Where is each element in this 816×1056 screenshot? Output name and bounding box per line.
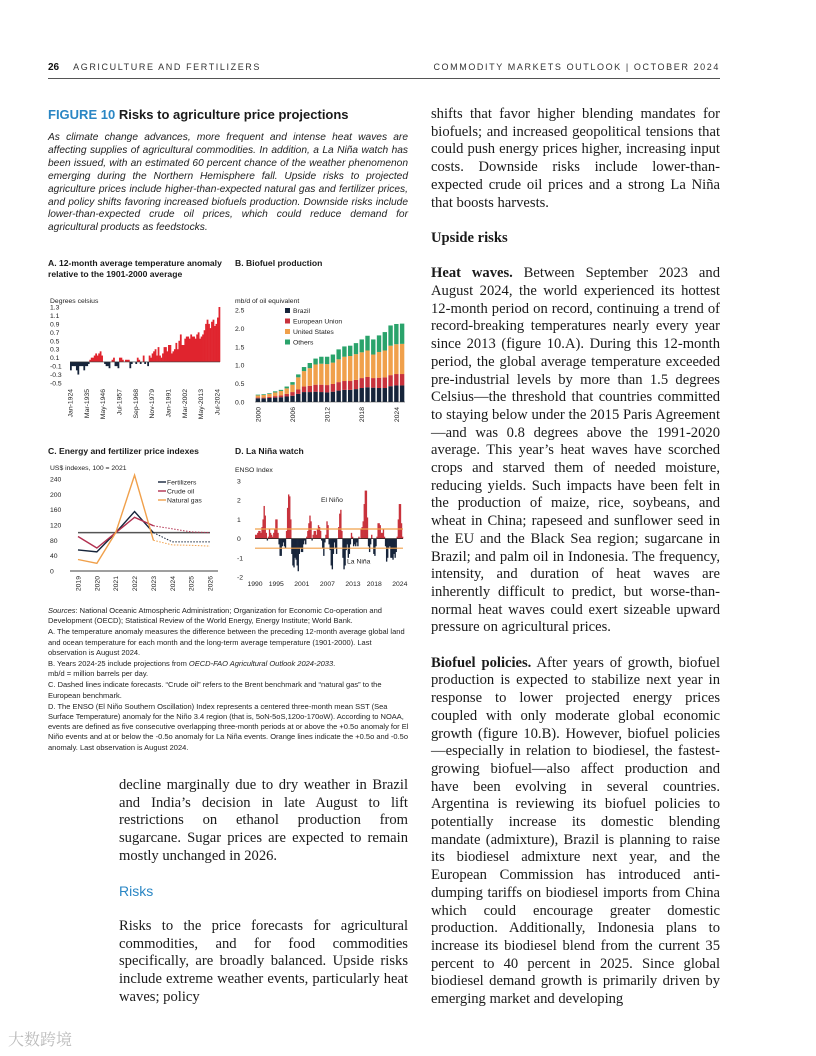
enso-bar [396,539,397,552]
note-a: A. The temperature anomaly measures the difference between the preceding 12-month average global land and ocean temperature for each month and the long-term average temperature (1901-2000). Last observation is August 2024. [48,627,405,657]
bar-united-states [308,368,312,386]
enso-bar [375,539,376,547]
bar-european-union [400,374,404,385]
y-tick-label: 0.1 [50,355,60,363]
temperature-bar [135,362,137,364]
bar-european-union [360,378,364,388]
bar-european-union [296,389,300,393]
bar-brazil [394,385,398,402]
annotation-el-nino: El Niño [321,497,343,505]
bar-others [319,357,323,364]
x-tick-label: 2006 [290,407,297,423]
run-in-heading: Biofuel policies. [431,654,532,671]
legend-label: Crude oil [167,488,195,496]
panel-a-title: A. 12-month average temperature anomaly relative to the 1901-2000 average [48,258,222,279]
note-d: D. The ENSO (El Niño Southern Oscillation) Index represents a centered three-month mean SST (Sea Surface Temperature) anomaly for the Niño 3.4 region (that is, 5oN-5oS,120o-170oW). According to NOAA, events are defined as five consecutive overlapping three-month periods at or above the +0.5o anomaly for El Niño events and at or below the -0.5o anomaly for La Niña events. Orange lines indicate the +0.5o and -0.5o anomaly. Last observation is August 2024. [48,701,409,752]
temperature-bar [143,356,145,362]
paragraph-text: Between September 2023 and August 2024, the world experienced its hottest 12-month period on record, continuing a trend of record-breaking temperatures nearly every year since 2013 (figure 10.A). During this 12-month period, the global average temperature exceeded pre-industrial levels by more than 1.5 degrees Celsius—the threshold that countries committed to staying below under the 2015 Paris Agreement—and was 0.8 degrees above the 1991-2020 average. This year’s heat waves have scorched crops and starved them of needed moisture, reducing yields. Such impacts have been felt in the production of maize, rice, soybeans, and wheat in China; rapeseed and sunflower seed in the EU and the Black Sea region; sugarcane in Brazil; and palm oil in Indonesia. The frequency, intensity, and duration of heat waves are inherently difficult to predict, but worse-than-normal heat waves could exert sizeable upward pressure on agricultural prices. [431,265,720,636]
bar-united-states [383,350,387,377]
bar-others [331,355,335,363]
bar-european-union [388,375,392,386]
chart-temperature-anomaly [48,295,228,430]
publication-title: COMMODITY MARKETS OUTLOOK | OCTOBER 2024 [433,62,720,72]
bar-european-union [285,394,289,397]
bar-others [377,335,381,352]
x-tick-label: 2021 [113,576,121,592]
bar-brazil [365,387,369,402]
bar-united-states [325,364,329,385]
bar-united-states [388,346,392,375]
x-tick-label: 1990 [247,581,263,588]
temperature-bar [138,360,140,362]
y-tick-label: -1 [237,555,244,563]
y-axis-label: mb/d of oil equivalent [235,298,300,305]
bar-others [388,325,392,345]
bar-others [279,390,283,391]
bar-others [348,346,352,356]
bar-united-states [296,377,300,389]
x-tick-label: 2020 [94,576,102,592]
bar-european-union [394,374,398,385]
note-b-source: OECD-FAO Agricultural Outlook 2024-2033 [188,659,334,669]
run-in-heading: Heat waves. [431,265,513,282]
bar-european-union [313,385,317,392]
y-tick-label: 200 [50,491,62,499]
bar-european-union [256,398,260,399]
note-b [48,659,410,679]
annotation-la-nina: La Niña [347,558,371,566]
temperature-bar [128,360,130,362]
x-tick-label: 2007 [319,581,335,588]
legend-label: European Union [293,318,343,326]
enso-bar [266,533,267,539]
bar-united-states [400,344,404,374]
bar-united-states [267,394,271,397]
enso-bar [357,539,358,547]
x-tick-label: 2026 [207,576,215,592]
bar-european-union [371,378,375,388]
note-b-end: . [333,659,336,669]
legend-label: Natural gas [167,497,202,505]
x-tick-label: Jul-1957 [116,389,124,416]
enso-bar [350,539,351,545]
y-tick-label: 0.9 [50,321,60,329]
bar-brazil [296,394,300,402]
x-tick-label: Jan-1924 [67,389,75,418]
temperature-bar [144,362,146,364]
bar-european-union [365,377,369,387]
x-tick-label: 2024 [392,581,408,588]
enso-bar [367,517,368,538]
bar-brazil [325,392,329,402]
legend-swatch [285,308,290,313]
paragraph: decline marginally due to dry weather in Brazil and India’s decision in late August to lift restrictions on ethanol production from sugarcane. Sugar prices are expected to remain mostly unchanged in 2026. [119,777,408,864]
bar-european-union [273,396,277,397]
bar-european-union [336,382,340,390]
bar-others [400,324,404,344]
x-tick-label: Jan-1991 [165,389,173,418]
enso-bar [341,531,342,539]
bar-brazil [308,392,312,402]
forecast-natural-gas [153,540,210,546]
note-c: C. Dashed lines indicate forecasts. “Crude oil” refers to the Brent benchmark and “natural gas” to the European benchmark. [48,680,382,700]
bar-others [290,382,294,385]
temperature-bar [88,362,90,364]
paragraph: shifts that favor higher blending mandates for biofuels; and increased geopolitical tensions that could push energy prices higher, increasing input costs. Downside risks include lower-than-expected crude oil prices and a strong La Niña that boosts harvests. [431,106,720,211]
bar-united-states [302,371,306,386]
bar-united-states [336,359,340,382]
bar-united-states [342,357,346,381]
temperature-bar [101,356,103,362]
figure-notes [48,606,410,754]
chart-la-nina-watch [233,464,413,594]
bar-others [325,357,329,364]
x-tick-label: Sep-1968 [132,389,140,419]
x-tick-label: 2018 [366,581,382,588]
bar-united-states [279,391,283,395]
bar-brazil [285,396,289,402]
sources-label: Sources [48,606,76,615]
bar-brazil [279,397,283,402]
x-tick-label: Jul-2024 [214,389,222,416]
bar-others [371,339,375,354]
bar-brazil [290,396,294,402]
x-tick-label: 2012 [324,407,332,423]
bar-united-states [354,354,358,380]
y-tick-label: 2 [237,497,241,505]
sources-text: : National Oceanic Atmospheric Administration; Organization for Economic Co-operation and Development (OECD); Statistical Review of the World Energy, Energy Institute; World Bank. [48,606,382,626]
enso-bar [370,539,371,545]
bar-european-union [377,378,381,388]
y-tick-label: 1.0 [235,362,245,370]
bar-european-union [261,398,265,399]
bar-european-union [308,386,312,392]
bar-others [313,359,317,365]
y-tick-label: 80 [50,537,58,545]
bar-brazil [267,398,271,402]
bar-united-states [313,364,317,384]
enso-bar [327,525,328,538]
bar-brazil [354,389,358,402]
bar-others [296,374,300,377]
bar-united-states [348,356,352,381]
bar-others [342,346,346,356]
y-tick-label: 0 [237,536,241,544]
paragraph-biofuel-policies [431,655,720,1009]
bar-others [256,395,260,396]
header-rule [48,78,720,79]
x-tick-label: 2024 [393,407,401,423]
y-tick-label: 1 [237,516,241,524]
y-axis-label: Degrees celsius [50,298,99,305]
x-tick-label: 2019 [75,576,83,592]
bar-others [261,394,265,395]
y-tick-label: 240 [50,476,62,484]
legend-label: Fertilizers [167,479,197,487]
x-tick-label: May-2013 [198,389,206,420]
forecast-fertilizers [153,533,210,542]
y-tick-label: 0.5 [50,338,60,346]
y-axis-label: US$ indexes, 100 = 2021 [50,465,127,472]
y-tick-label: 1.5 [235,344,245,352]
panel-d-title: D. La Niña watch [235,446,304,456]
bar-united-states [261,395,265,398]
chart-biofuel-production [233,295,413,430]
bar-brazil [302,392,306,402]
note-sources [48,606,410,626]
y-tick-label: 2.0 [235,325,245,333]
x-tick-label: 2000 [255,407,263,423]
bar-european-union [342,381,346,390]
bar-united-states [360,352,364,378]
y-tick-label: 1.1 [50,312,60,320]
bar-brazil [388,386,392,402]
note-b-text: B. Years 2024-25 include projections from [48,659,189,669]
chart-price-indexes [48,464,228,599]
paragraph-heat-waves [431,265,720,637]
bar-others [285,387,289,389]
enso-bar [371,535,372,539]
right-body-text [431,106,720,1027]
section-name: AGRICULTURE AND FERTILIZERS [73,62,262,72]
enso-bar [310,521,311,538]
bar-united-states [394,344,398,374]
panel-c-title: C. Energy and fertilizer price indexes [48,446,199,456]
x-tick-label: 2022 [132,576,140,592]
y-tick-label: 0.3 [50,346,60,354]
bar-brazil [342,390,346,402]
bar-brazil [383,388,387,402]
figure-number: FIGURE 10 [48,107,116,122]
y-axis-label: ENSO Index [235,467,273,474]
bar-brazil [319,392,323,402]
bar-others [383,332,387,350]
enso-bar [336,539,337,554]
y-tick-label: 40 [50,553,58,561]
temperature-bar [131,362,133,364]
legend-swatch [285,319,290,324]
y-tick-label: -2 [237,574,244,582]
left-body-text [119,777,408,1024]
y-tick-label: -0.1 [50,363,62,371]
temperature-bar [118,362,120,368]
bar-others [336,349,340,359]
legend-label: Brazil [293,308,310,315]
bar-united-states [365,350,369,376]
temperature-bar [109,362,111,368]
y-tick-label: 0.5 [235,381,245,389]
enso-bar [285,539,286,549]
y-tick-label: 0.0 [235,399,245,407]
y-tick-label: 0 [50,568,54,576]
x-tick-label: Mar-1935 [83,389,91,419]
bar-united-states [377,352,381,378]
panel-b-title: B. Biofuel production [235,258,323,268]
bar-united-states [273,392,277,396]
bar-others [267,393,271,394]
x-tick-label: Mar-2002 [181,389,189,419]
bar-european-union [331,384,335,392]
watermark-logo: 大数跨境 [8,1032,73,1049]
paragraph-text: After years of growth, biofuel production is expected to stabilize next year in response to lower projected energy prices coupled with only moderate global economic growth (figure 10.B). However, biofuel policies—especially in relation to biodiesel, the fastest-growing biofuel—also affect production and have been evolving in several countries. Argentina is reviewing its biofuel policies to potentially increase its domestic blending mandate (admixture), Brazil is planning to raise its biodiesel admixture next year, and the European Commission has introduced anti-dumping tariffs on biodiesel imports from China which could encourage greater domestic production. Additionally, Indonesia plans to increase its biodiesel blend from the current 35 percent to 40 percent in 2025. Since global biodiesel demand growth is primarily driven by emerging market and developing [431,654,720,1008]
temperature-bar [219,307,221,362]
bar-united-states [371,355,375,379]
section-heading-risks: Risks [119,883,154,900]
bar-united-states [319,364,323,385]
legend-swatch [285,329,290,334]
temperature-bar [113,358,115,362]
note-b-units: mb/d = million barrels per day. [48,669,149,679]
enso-bar [305,539,306,545]
bar-european-union [325,385,329,392]
bar-european-union [279,395,283,397]
figure-caption: As climate change advances, more frequent and intense heat waves are affecting supplies of agricultural commodities. In addition, a La Niña watch has been issued, with an estimated 60 percent chance of the weather phenomenon emerging during the Northern Hemisphere fall. Upside risks to projected agriculture prices include higher-than-expected natural gas and fertilizer prices, and policy shifts favoring increased biofuels production. Downside risks include lower-than-expected crude oil prices, which could reduce demand for agricultural products as feedstocks. [48,132,408,234]
bar-brazil [313,392,317,402]
bar-others [360,339,364,352]
bar-brazil [256,398,260,402]
bar-others [394,324,398,344]
legend-label: United States [293,329,334,336]
x-tick-label: 2013 [345,581,361,588]
y-tick-label: 120 [50,522,62,530]
bar-brazil [400,385,404,402]
x-tick-label: Nov-1979 [149,389,157,419]
enso-bar [277,533,278,539]
figure-title-text: Risks to agriculture price projections [118,107,349,122]
temperature-bar [122,360,124,362]
x-tick-label: 2023 [150,576,158,592]
y-tick-label: 1.3 [50,304,60,312]
bar-others [365,336,369,351]
temperature-bar [147,362,149,366]
bar-brazil [371,388,375,402]
bar-european-union [319,385,323,392]
bar-brazil [348,390,352,402]
bar-others [308,363,312,368]
forecast-crude-oil [153,526,210,533]
enso-bar [320,531,321,539]
bar-others [302,367,306,371]
y-tick-label: 2.5 [235,307,245,315]
bar-others [354,343,358,354]
x-tick-label: 2025 [188,576,196,592]
bar-brazil [273,398,277,402]
x-tick-label: May-1946 [100,389,108,420]
bar-european-union [302,387,306,393]
legend-swatch [285,340,290,345]
x-tick-label: 1995 [268,581,284,588]
bar-brazil [336,391,340,402]
figure-title [48,107,349,122]
bar-brazil [331,392,335,402]
bar-brazil [360,388,364,402]
bar-others [273,391,277,392]
page-header-left [48,62,261,73]
bar-united-states [290,385,294,392]
subheading-upside-risks: Upside risks [431,229,508,246]
bar-brazil [377,388,381,402]
y-tick-label: 3 [237,478,241,486]
temperature-bar [140,362,142,364]
bar-brazil [261,398,265,402]
bar-united-states [331,363,335,384]
x-tick-label: 2001 [294,581,310,588]
bar-european-union [348,381,352,390]
bar-european-union [290,392,294,396]
bar-european-union [267,397,271,398]
bar-european-union [354,380,358,389]
legend-label: Others [293,339,314,347]
y-tick-label: 160 [50,507,62,515]
enso-bar [401,523,402,538]
bar-european-union [383,377,387,388]
x-tick-label: 2018 [359,407,367,423]
page-number: 26 [48,62,60,73]
bar-united-states [256,395,260,397]
bar-united-states [285,388,289,394]
paragraph: Risks to the price forecasts for agricultural commodities, and for food commodities specifically, are broadly balanced. Upside risks include extreme weather events, particularly heat waves; policy [119,917,408,1005]
y-tick-label: 0.7 [50,329,60,337]
enso-bar [324,539,325,543]
y-tick-label: -0.5 [50,380,62,388]
x-tick-label: 2024 [169,576,177,592]
y-tick-label: -0.3 [50,372,62,380]
